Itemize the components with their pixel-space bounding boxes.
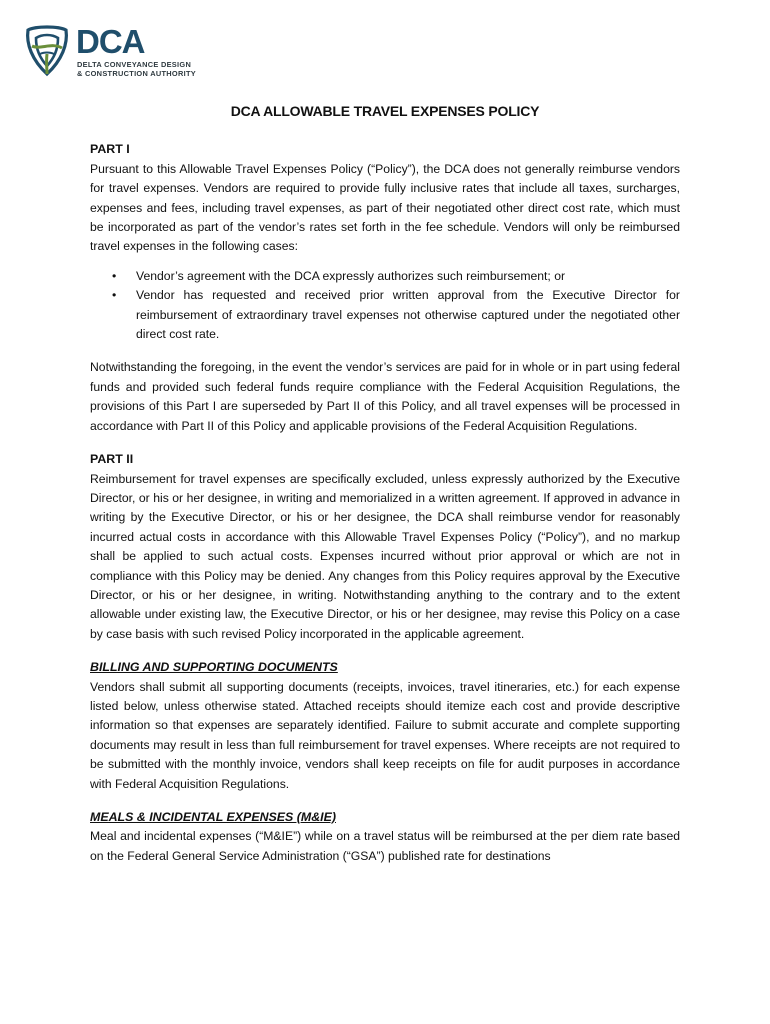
logo-subtitle [77, 60, 196, 78]
part2-heading: PART II [90, 452, 134, 467]
list-item [90, 267, 680, 286]
billing-paragraph: Vendors shall submit all supporting documents (receipts, invoices, travel itineraries, etc.) for each expense listed below, unless otherwise stated. Attached receipts should itemize each cost and provide descriptive information so that expenses are separately identified. Failure to submit accurate and complete supporting documents may result in less than full reimbursement for travel expenses. Where receipts are not required to be submitted with the monthly invoice, vendors shall keep receipts on file for audit purposes in accordance with Federal Acquisition Regulations. [90, 679, 680, 791]
logo-subtitle-line2: & CONSTRUCTION AUTHORITY [77, 69, 197, 78]
part1-intro-paragraph: Pursuant to this Allowable Travel Expenses Policy (“Policy”), the DCA does not generally reimburse vendors for travel expenses. Vendors are required to provide fully inclusive rates that include all taxes, surcharges, expenses and fees, including travel expenses, as part of their negotiated other direct cost rate, which must be incorporated as part of the vendor’s rates set forth in the fee schedule. Vendors will only be reimbursed travel expenses in the following cases: [90, 161, 680, 254]
meals-heading: MEALS & INCIDENTAL EXPENSES (M&IE) [90, 810, 336, 824]
part2-paragraph: Reimbursement for travel expenses are specifically excluded, unless expressly authorized by the Executive Director, or his or her designee, in writing and memorialized in a written agreement. If approved in advance in writing by the Executive Director, or his or her designee, the DCA shall reimburse vendor for reasonably incurred actual costs in accordance with this Allowable Travel Expenses Policy (“Policy”), and no markup shall be applied to such actual costs. Expenses incurred without prior approval or which are not in compliance with this Policy may be denied. Any changes from this Policy requires approval by the Executive Director, or his or her designee, in writing. Notwithstanding anything to the contrary and to the extent allowable under existing law, the Executive Director, or his or her designee, may revise this Policy on a case by case basis with such revised Policy incorporated in the applicable agreement. [90, 471, 680, 641]
logo-subtitle-line1: DELTA CONVEYANCE DESIGN [77, 60, 192, 69]
part1-bullet-list [90, 267, 680, 345]
list-item [90, 286, 680, 344]
document-title: DCA ALLOWABLE TRAVEL EXPENSES POLICY [230, 103, 540, 119]
document-body [90, 102, 680, 866]
billing-heading: BILLING AND SUPPORTING DOCUMENTS [90, 660, 338, 675]
bullet-text: Vendor has requested and received prior written approval from the Executive Director for reimbursement of extraordinary travel expenses not otherwise captured under the negotiated other direct cost rate. [136, 288, 680, 342]
dca-shield-icon [22, 24, 72, 78]
bullet-text: Vendor’s agreement with the DCA expressly authorizes such reimbursement; or [136, 268, 566, 283]
bullet-icon: • [112, 268, 117, 283]
part1-heading: PART I [90, 142, 130, 157]
part1-closing-paragraph: Notwithstanding the foregoing, in the event the vendor’s services are paid for in whole or in part using federal funds and provided such federal funds require compliance with the Federal Acquisition Regulations, the provisions of this Part I are superseded by Part II of this Policy, and all travel expenses will be processed in accordance with Part II of this Policy and applicable provisions of the Federal Acquisition Regulations. [90, 360, 680, 433]
meals-paragraph: Meal and incidental expenses (“M&IE”) while on a travel status will be reimbursed at the per diem rate based on the Federal General Service Administration (“GSA”) published rate for destinations [90, 829, 680, 863]
logo-wordmark: DCA [76, 23, 145, 60]
dca-logo [22, 24, 232, 78]
bullet-icon: • [112, 288, 117, 303]
